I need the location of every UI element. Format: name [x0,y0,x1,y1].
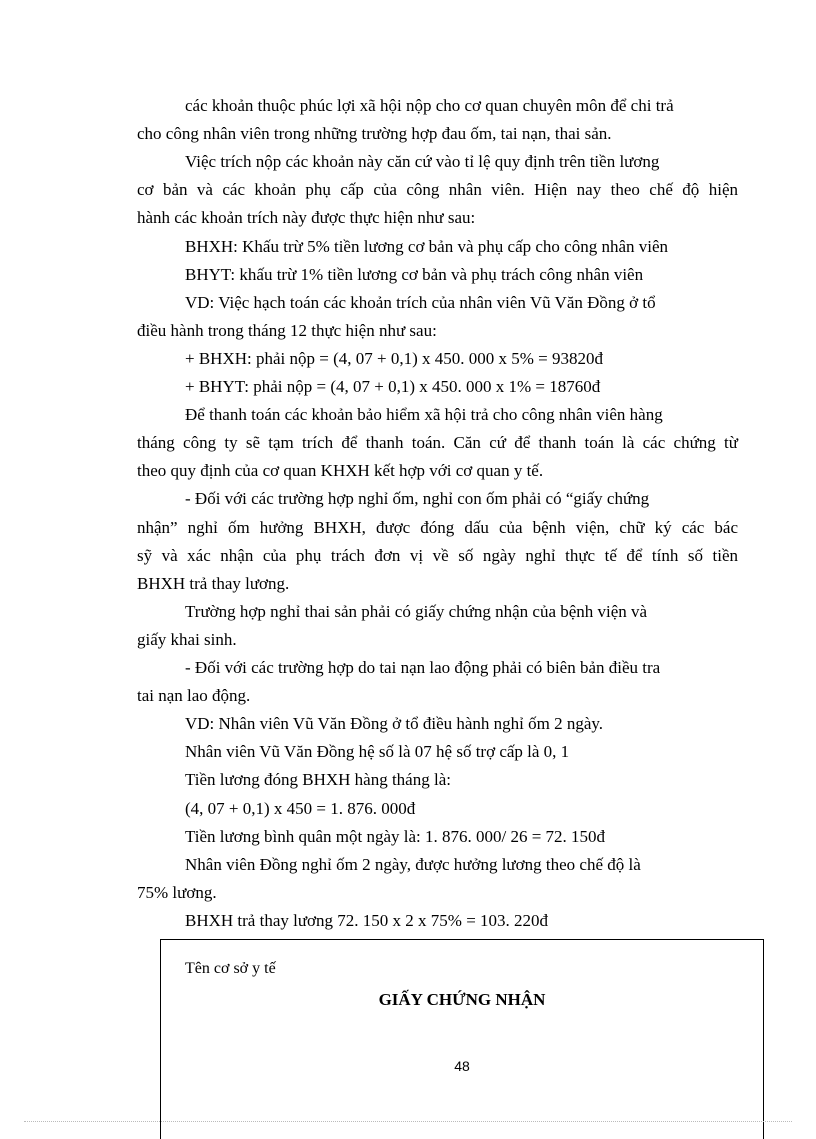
text-line: Tiền lương đóng BHXH hàng tháng là: [185,770,451,790]
text-line: tai nạn lao động. [137,686,251,706]
certificate-title: GIẤY CHỨNG NHẬN [378,990,546,1009]
text-line: nhận” nghỉ ốm hưởng BHXH, được đóng dấu của bệnh viện, chữ ký các bác [137,517,738,537]
text-line: + BHXH: phải nộp = (4, 07 + 0,1) x 450. 000 x 5% = 93820đ [185,348,603,368]
certificate-box [160,939,764,1139]
facility-label: Tên cơ sở y tế [185,960,276,977]
text-line: - Đối với các trường hợp nghỉ ốm, nghỉ con ốm phải có “giấy chứng [185,489,650,509]
text-line: theo quy định của cơ quan KHXH kết hợp với cơ quan y tế. [137,461,544,481]
text-line: tháng công ty sẽ tạm trích để thanh toán. Căn cứ để thanh toán là các chứng từ [137,433,738,453]
text-line: BHYT: khấu trừ 1% tiền lương cơ bản và phụ trách công nhân viên [185,264,644,284]
text-line: VD: Việc hạch toán các khoản trích của nhân viên Vũ Văn Đồng ở tổ [185,292,656,312]
text-line: Việc trích nộp các khoản này căn cứ vào tỉ lệ quy định trên tiền lương [185,152,660,172]
text-line: Nhân viên Vũ Văn Đồng hệ số là 07 hệ số trợ cấp là 0, 1 [185,742,570,762]
text-line: Trường hợp nghỉ thai sản phải có giấy chứng nhận của bệnh viện và [185,601,648,621]
text-line: sỹ và xác nhận của phụ trách đơn vị về số ngày nghỉ thực tế để tính số tiền [137,545,738,565]
text-line: + BHYT: phải nộp = (4, 07 + 0,1) x 450. 000 x 1% = 18760đ [185,377,601,396]
text-line: các khoản thuộc phúc lợi xã hội nộp cho cơ quan chuyên môn để chi trả [185,96,674,115]
text-line: (4, 07 + 0,1) x 450 = 1. 876. 000đ [185,798,416,818]
text-line: BHXH: Khấu trừ 5% tiền lương cơ bản và phụ cấp cho công nhân viên [185,236,669,256]
text-line: hành các khoản trích này được thực hiện như sau: [137,208,476,228]
text-line: Tiền lương bình quân một ngày là: 1. 876. 000/ 26 = 72. 150đ [185,826,606,846]
text-line: Nhân viên Đồng nghỉ ốm 2 ngày, được hưởng lương theo chế độ là [185,854,641,874]
text-line: điều hành trong tháng 12 thực hiện như sau: [137,320,437,340]
text-line: BHXH trả thay lương. [137,573,290,593]
text-line: VD: Nhân viên Vũ Văn Đồng ở tổ điều hành nghỉ ốm 2 ngày. [185,714,604,734]
text-line: 75% lương. [137,882,217,902]
page-edge-divider [24,1121,792,1122]
text-line: Để thanh toán các khoản bảo hiểm xã hội trả cho công nhân viên hàng [185,405,663,425]
text-line: cho công nhân viên trong những trường hợp đau ốm, tai nạn, thai sản. [137,124,612,144]
text-line: cơ bản và các khoản phụ cấp của công nhân viên. Hiện nay theo chế độ hiện [137,180,738,200]
page-number: 48 [454,1058,470,1074]
text-line: giấy khai sinh. [137,629,237,649]
text-line: - Đối với các trường hợp do tai nạn lao động phải có biên bản điều tra [185,658,661,677]
text-line: BHXH trả thay lương 72. 150 x 2 x 75% = 103. 220đ [185,910,549,930]
